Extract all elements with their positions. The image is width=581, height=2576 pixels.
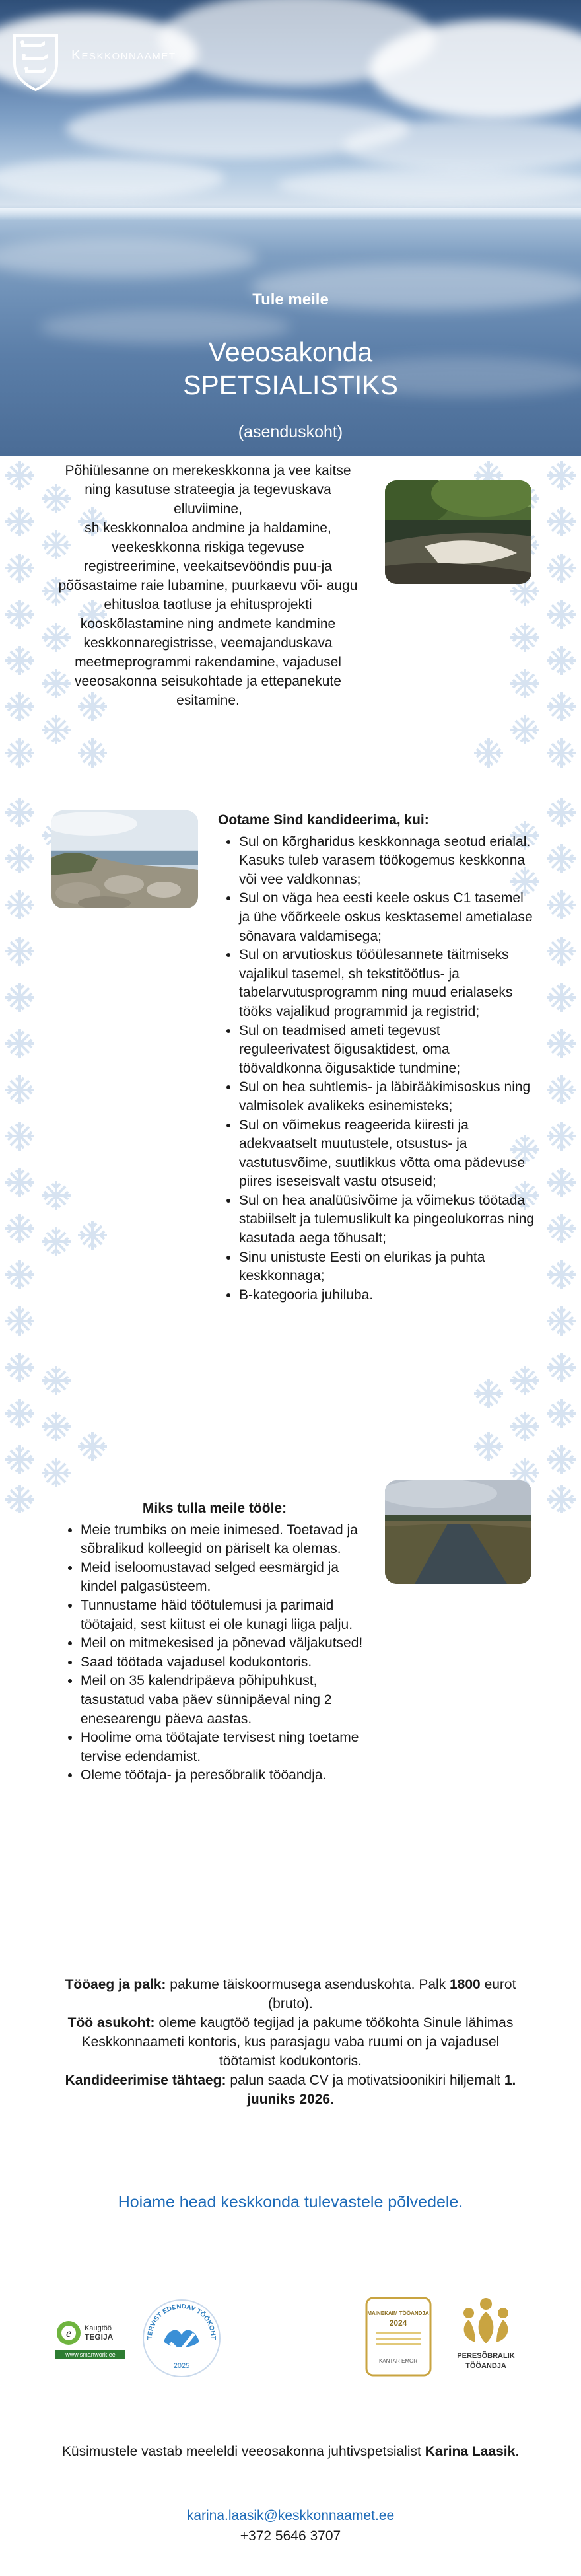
- deadline-text: palun saada CV ja motivatsioonikiri hiljemalt: [226, 2073, 504, 2088]
- location-label: Töö asukoht:: [67, 2015, 155, 2030]
- intro-line: kooskõlastamine ning andmete kandmine: [80, 616, 336, 631]
- requirements-heading: Ootame Sind kandideerima, kui:: [218, 812, 429, 828]
- intro-line: veekeskkonna riskiga tegevuse: [112, 540, 304, 555]
- intro-line: esitamine.: [176, 693, 240, 708]
- intro-line: registreerimine, veekaitsevööndis puu-ja: [84, 559, 332, 574]
- employer-title-text: MAINEKAIM TÖÖANDJA: [367, 2310, 429, 2316]
- health-workplace-badge: [139, 2295, 224, 2381]
- employer-brand-text: KANTAR EMOR: [378, 2358, 418, 2364]
- list-item: • B-kategooria juhiluba.: [239, 1286, 535, 1305]
- list-item: • Sul on hea analüüsivõime ja võimekus töötada stabiilselt ja tulemuslikult ka pingeolukorras ning kasutada aega tõhusalt;: [239, 1192, 535, 1248]
- health-ring-text: TERVIST EDENDAV TÖÖKOHT: [146, 2303, 217, 2340]
- brand-name: Keskkonnaamet: [71, 48, 176, 63]
- smartwork-e-letter: e: [66, 2326, 71, 2340]
- requirements-section: [218, 811, 535, 1305]
- benefits-list: [59, 1521, 370, 1785]
- job-subtitle: (asenduskoht): [238, 423, 343, 441]
- hero-banner: [0, 0, 581, 456]
- smartwork-mid-text: TEGIJA: [85, 2332, 114, 2342]
- list-item: • Sul on võimekus reageerida kiiresti ja adekvaatselt muutustele, otsustus- ja vastutusvõime, suutlikkus võtta oma pädevuse piires iseseisvalt vastu otsuseid;: [239, 1116, 535, 1192]
- coastline-photo: [51, 810, 198, 908]
- job-details: [53, 1975, 528, 2109]
- list-item: • Sul on teadmised ameti tegevust reguleerivatest õigusaktidest, oma töövaldkonna õigusaktide tundmine;: [239, 1022, 535, 1079]
- list-item: • Meil on 35 kalendripäeva põhipuhkust, tasustatud vaba päev sünnipäeval ning 2 enesearengu päeva aastas.: [81, 1672, 370, 1729]
- salary-text-a: pakume täiskoormusega asenduskohta. Palk: [166, 1977, 450, 1992]
- list-item: • Oleme töötaja- ja peresõbralik tööandja.: [81, 1766, 370, 1785]
- salary-label: Tööaeg ja palk:: [65, 1977, 166, 1992]
- deadline-date: 1. juuniks 2026: [247, 2073, 516, 2107]
- contact-intro: Küsimustele vastab meeleldi veeosakonna juhtivspetsialist: [61, 2444, 425, 2459]
- contact-end: .: [515, 2444, 520, 2459]
- contact-person: Karina Laasik: [425, 2444, 516, 2459]
- intro-line: põõsastaime raie lubamine, puurkaevu või- augu: [58, 578, 358, 593]
- job-title-line1: Veeosakonda: [208, 337, 373, 367]
- intro-line: Põhiülesanne on merekeskkonna ja vee kaitse: [65, 463, 351, 478]
- coat-of-arms-logo: [12, 33, 59, 91]
- contact-text: [0, 2444, 581, 2460]
- intro-line: meetmeprogrammi rakendamine, vajadusel: [75, 655, 341, 670]
- bog-landscape-photo: [385, 1480, 531, 1584]
- intro-line: veeosakonna seisukohtade ja ettepanekute: [75, 674, 341, 689]
- intro-line: sh keskkonnaloa andmine ja haldamine,: [85, 520, 331, 536]
- location-text: oleme kaugtöö tegijad ja pakume töökohta Sinule lähimas Keskkonnaameti kontoris, kus parasjagu vaba ruumi on ja vajadusel töötamist kodukontoris.: [81, 2015, 514, 2069]
- list-item: • Hoolime oma töötajate tervisest ning toetame tervise edendamist.: [81, 1729, 370, 1766]
- job-title-line2: SPETSIALISTIKS: [183, 370, 398, 400]
- deadline-end: .: [330, 2092, 334, 2107]
- list-item: • Meie trumbiks on meie inimesed. Toetavad ja sõbralikud kolleegid on päriselt ka olemas.: [81, 1521, 370, 1559]
- benefits-heading: Miks tulla meile tööle:: [142, 1501, 287, 1516]
- requirements-list: [218, 833, 535, 1305]
- intro-line: ning kasutuse strateegia ja tegevuskava: [85, 482, 331, 497]
- health-year-text: 2025: [173, 2362, 190, 2370]
- list-item: • Meid iseloomustavad selged eesmärgid ja kindel palgasüsteem.: [81, 1559, 370, 1596]
- employer-year-text: 2024: [389, 2318, 407, 2328]
- list-item: • Sul on arvutioskus tööülesannete täitmiseks vajalikul tasemel, sh tekstitöötlus- ja tabelarvutusprogramm ning muud erialaseks tööks vajalikud programmid ja registrid;: [239, 946, 535, 1021]
- family-badge-line2: TÖÖANDJA: [465, 2362, 506, 2370]
- invite-text: Tule meile: [252, 291, 329, 308]
- list-item: • Sinu unistuste Eesti on elurikas ja puhta keskkonnaga;: [239, 1248, 535, 1286]
- smartwork-badge: [54, 2312, 127, 2363]
- slogan: Hoiame head keskkonda tulevastele põlvedele.: [118, 2193, 463, 2211]
- contact-phone: +372 5646 3707: [240, 2528, 341, 2544]
- salary-paragraph: [53, 1975, 528, 2013]
- smartwork-top-text: Kaugtöö: [85, 2324, 112, 2332]
- contact-email-link[interactable]: karina.laasik@keskkonnaamet.ee: [186, 2508, 395, 2523]
- intro-line: ehitusloa taotluse ja ehitusprojekti: [104, 597, 312, 612]
- benefits-section: [59, 1499, 370, 1785]
- list-item: • Sul on väga hea eesti keele oskus C1 tasemel ja ühe võõrkeele oskus kesktasemel ametialase sõnavara valdamisega;: [239, 889, 535, 946]
- list-item: • Meil on mitmekesised ja põnevad väljakutsed!: [81, 1634, 370, 1653]
- family-badge-line1: PERESÕBRALIK: [457, 2352, 515, 2360]
- intro-line: keskkonnaregistrisse, veemajanduskava: [83, 635, 333, 651]
- smartwork-url-text: www.smartwork.ee: [65, 2351, 116, 2358]
- list-item: • Saad töötada vajadusel kodukontoris.: [81, 1653, 370, 1672]
- family-friendly-employer-badge: [449, 2292, 523, 2378]
- deadline-paragraph: [53, 2071, 528, 2109]
- intro-line: elluviimine,: [174, 501, 242, 517]
- salary-text-b: eurot (bruto).: [268, 1977, 516, 2011]
- list-item: • Sul on hea suhtlemis- ja läbirääkimisoskus ning valmisolek avalikeks esinemisteks;: [239, 1078, 535, 1116]
- list-item: • Tunnustame häid töötulemusi ja parimaid töötajaid, sest kiitust ei ole kunagi liiga palju.: [81, 1596, 370, 1634]
- deadline-label: Kandideerimise tähtaeg:: [65, 2073, 226, 2088]
- reputable-employer-badge: [364, 2295, 433, 2378]
- list-item: • Sul on kõrgharidus keskkonnaga seotud erialal. Kasuks tuleb varasem töökogemus keskkonna või vee valdkonnas;: [239, 833, 535, 890]
- location-paragraph: [53, 2013, 528, 2071]
- river-rapids-photo: [385, 480, 531, 584]
- intro-description: [53, 461, 363, 710]
- salary-amount: 1800: [450, 1977, 481, 1992]
